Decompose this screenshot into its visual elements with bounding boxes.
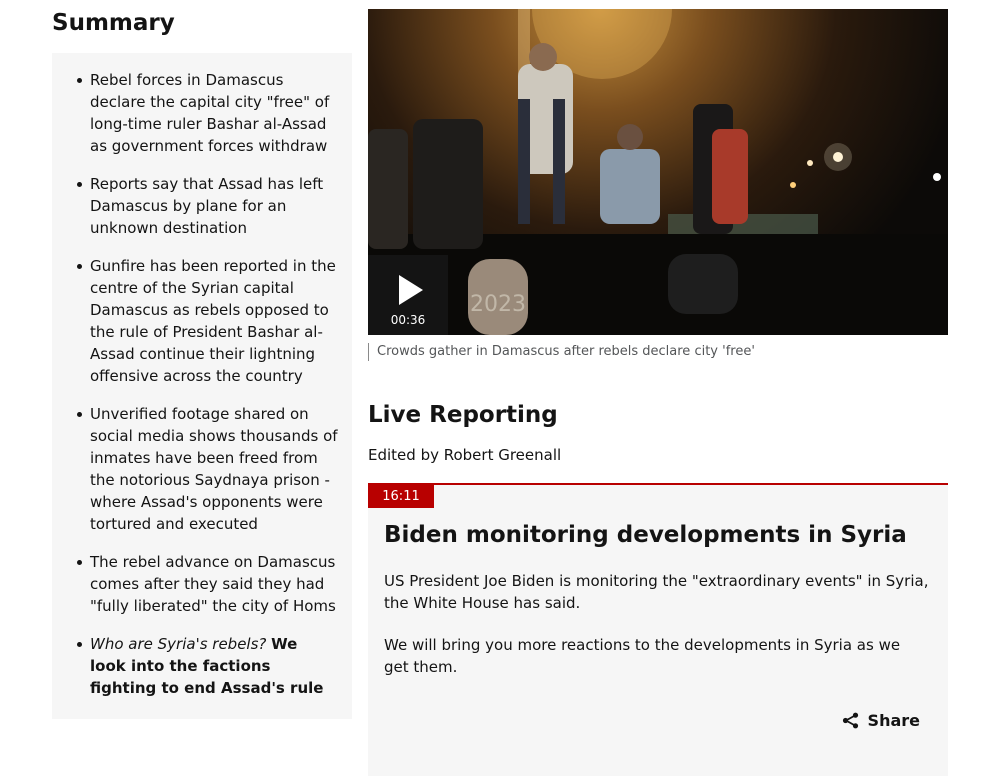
share-icon[interactable] <box>842 712 859 729</box>
summary-list <box>52 53 352 699</box>
live-post <box>368 483 948 776</box>
summary-item: Reports say that Assad has left Damascus by plane for an unknown destination <box>90 173 338 239</box>
post-title: Biden monitoring developments in Syria <box>384 522 907 548</box>
video-caption: Crowds gather in Damascus after rebels declare city 'free' <box>368 343 755 361</box>
summary-item-rebels-link[interactable] <box>90 633 338 699</box>
play-button[interactable] <box>368 255 448 335</box>
share-label[interactable]: Share <box>867 710 920 730</box>
video-frame-image <box>368 9 948 335</box>
editor-credit: Edited by Robert Greenall <box>368 446 562 464</box>
video-duration: 00:36 <box>390 313 426 327</box>
post-paragraph: We will bring you more reactions to the developments in Syria as we get them. <box>384 636 901 676</box>
summary-panel <box>52 53 352 719</box>
video-player[interactable] <box>368 9 948 335</box>
video-scene-text: 2023 <box>470 292 526 317</box>
post-time-badge: 16:11 <box>368 485 434 508</box>
live-reporting-heading: Live Reporting <box>368 402 558 428</box>
summary-item: Unverified footage shared on social media shows thousands of inmates have been freed from the notorious Saydnaya prison - where Assad's opponents were tortured and executed <box>90 405 338 533</box>
play-icon[interactable] <box>399 275 423 305</box>
rebels-link-text[interactable]: We look into the factions fighting to end Assad's rule <box>90 635 324 697</box>
share-button[interactable] <box>842 708 920 732</box>
rebels-question[interactable]: Who are Syria's rebels? <box>90 635 267 653</box>
summary-item: The rebel advance on Damascus comes after they said they had "fully liberated" the city of Homs <box>90 551 338 617</box>
post-paragraph: US President Joe Biden is monitoring the "extraordinary events" in Syria, the White House has said. <box>384 572 929 612</box>
summary-item: Rebel forces in Damascus declare the capital city "free" of long-time ruler Bashar al-Assad as government forces withdraw <box>90 69 338 157</box>
summary-item: Gunfire has been reported in the centre of the Syrian capital Damascus as rebels opposed to the rule of President Bashar al-Assad continue their lightning offensive across the country <box>90 255 338 387</box>
summary-heading: Summary <box>52 10 175 36</box>
